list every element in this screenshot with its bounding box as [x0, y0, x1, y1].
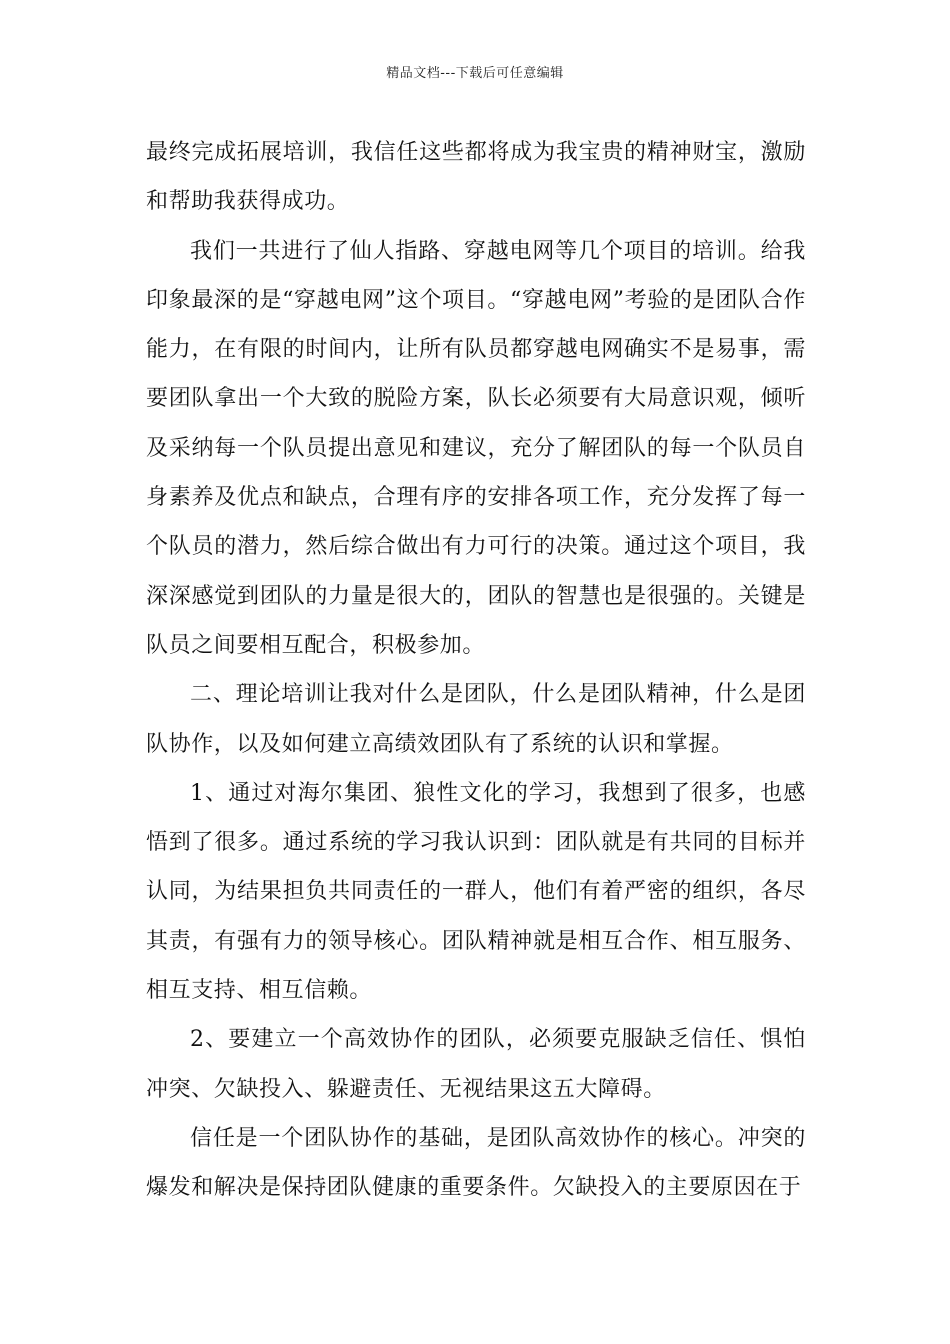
page-header: 精品文档---下载后可任意编辑 — [386, 66, 564, 81]
paragraph-5: 2、要建立一个高效协作的团队，必须要克服缺乏信任、惧怕冲突、欠缺投入、躲避责任、无视结果这五大障碍。 — [146, 1027, 806, 1102]
paragraph-3: 二、理论培训让我对什么是团队，什么是团队精神，什么是团队协作，以及如何建立高绩效团队有了系统的认识和掌握。 — [146, 682, 806, 757]
paragraph-1: 最终完成拓展培训，我信任这些都将成为我宝贵的精神财宝，激励和帮助我获得成功。 — [146, 140, 806, 215]
document-body — [146, 128, 806, 1213]
paragraph-4: 1、通过对海尔集团、狼性文化的学习，我想到了很多，也感悟到了很多。通过系统的学习我认识到：团队就是有共同的目标并认同，为结果担负共同责任的一群人，他们有着严密的组织，各尽其责，有强有力的领导核心。团队精神就是相互合作、相互服务、相互支持、相互信赖。 — [146, 780, 806, 1004]
paragraph-6: 信任是一个团队协作的基础，是团队高效协作的核心。冲突的爆发和解决是保持团队健康的重要条件。欠缺投入的主要原因在于 — [146, 1125, 806, 1201]
paragraph-2: 我们一共进行了仙人指路、穿越电网等几个项目的培训。给我印象最深的是“穿越电网”这个项目。“穿越电网”考验的是团队合作能力，在有限的时间内，让所有队员都穿越电网确实不是易事，需要团队拿出一个大致的脱险方案，队长必须要有大局意识观，倾听及采纳每一个队员提出意见和建议，充分了解团队的每一个队员自身素养及优点和缺点，合理有序的安排各项工作，充分发挥了每一个队员的潜力，然后综合做出有力可行的决策。通过这个项目，我深深感觉到团队的力量是很大的，团队的智慧也是很强的。关键是队员之间要相互配合，积极参加。 — [146, 238, 806, 658]
